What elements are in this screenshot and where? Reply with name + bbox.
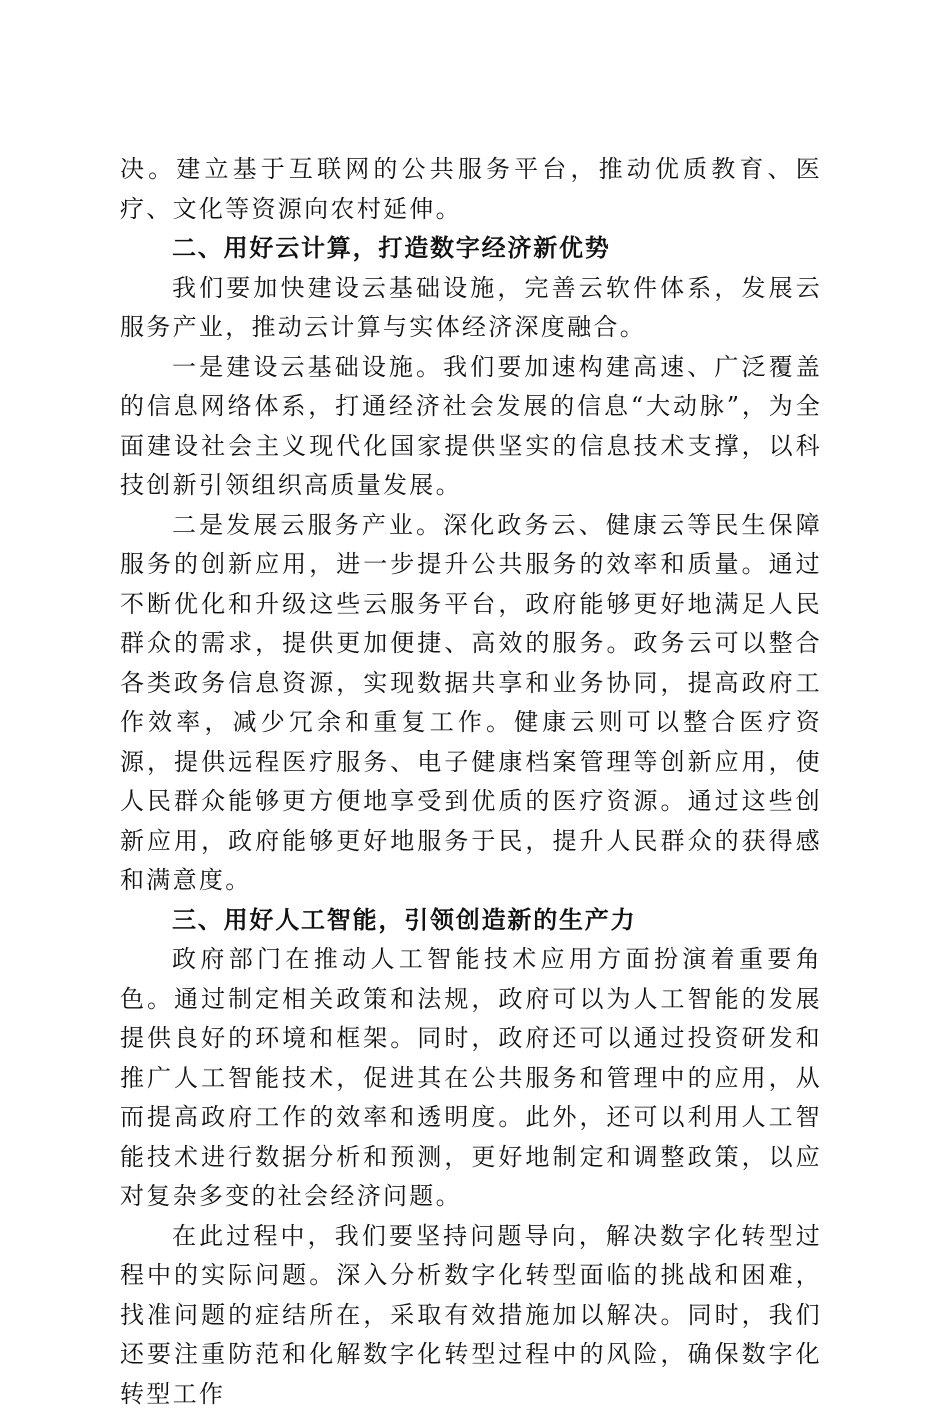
paragraph-ai-government: 政府部门在推动人工智能技术应用方面扮演着重要角色。通过制定相关政策和法规，政府可以为人工智能的发展提供良好的环境和框架。同时，政府还可以通过投资研发和推广人工智能技术，促进其在公共服务和管理中的应用，从而提高政府工作的效率和透明度。此外，还可以利用人工智能技术进行数据分析和预测，更好地制定和调整政策，以应对复杂多变的社会经济问题。	[120, 940, 822, 1217]
paragraph-cloud-intro: 我们要加快建设云基础设施，完善云软件体系，发展云服务产业，推动云计算与实体经济深度融合。	[120, 269, 822, 348]
section-heading-three: 三、用好人工智能，引领创造新的生产力	[120, 901, 822, 941]
paragraph-continuation: 决。建立基于互联网的公共服务平台，推动优质教育、医疗、文化等资源向农村延伸。	[120, 150, 822, 229]
paragraph-problem-oriented: 在此过程中，我们要坚持问题导向，解决数字化转型过程中的实际问题。深入分析数字化转型面临的挑战和困难，找准问题的症结所在，采取有效措施加以解决。同时，我们还要注重防范和化解数字化转型过程中的风险，确保数字化转型工作	[120, 1217, 822, 1414]
paragraph-cloud-infrastructure: 一是建设云基础设施。我们要加速构建高速、广泛覆盖的信息网络体系，打通经济社会发展的信息“大动脉”，为全面建设社会主义现代化国家提供坚实的信息技术支撑，以科技创新引领组织高质量发展。	[120, 348, 822, 506]
document-body	[120, 150, 822, 1414]
paragraph-cloud-services: 二是发展云服务产业。深化政务云、健康云等民生保障服务的创新应用，进一步提升公共服务的效率和质量。通过不断优化和升级这些云服务平台，政府能够更好地满足人民群众的需求，提供更加便捷、高效的服务。政务云可以整合各类政务信息资源，实现数据共享和业务协同，提高政府工作效率，减少冗余和重复工作。健康云则可以整合医疗资源，提供远程医疗服务、电子健康档案管理等创新应用，使人民群众能够更方便地享受到优质的医疗资源。通过这些创新应用，政府能够更好地服务于民，提升人民群众的获得感和满意度。	[120, 506, 822, 901]
section-heading-two: 二、用好云计算，打造数字经济新优势	[120, 229, 822, 269]
